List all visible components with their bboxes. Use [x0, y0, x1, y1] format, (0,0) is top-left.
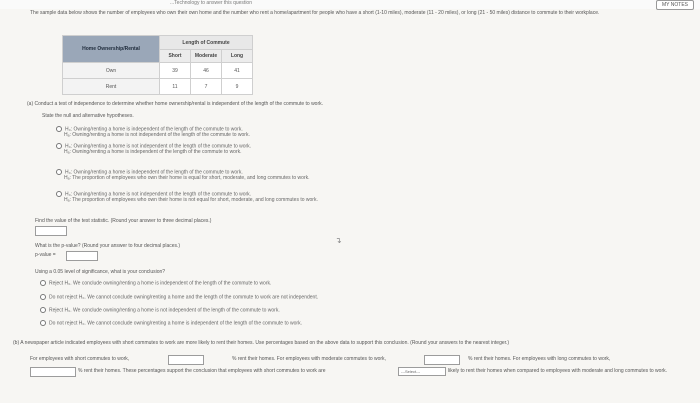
- hypothesis-option-1[interactable]: H₀: Owning/renting a home is independent of the length of the commute to work. Hₐ: Owning/renting a home is not independent of the length of the commute to work.: [56, 126, 250, 138]
- conclusion-option-2[interactable]: Do not reject H₀. We cannot conclude owning/renting a home and the length of the commute to work are not independent.: [40, 294, 318, 300]
- part-b-prompt: (b) A newspaper article indicated employees with short commutes to work are more likely to rent their homes. Use percentages based on the above data to support this conclusion. (Round your answers to the nearest integer.): [13, 340, 510, 346]
- conclusion-option-3[interactable]: Reject H₀. We conclude owning/renting a home is not independent of the length of the commute to work.: [40, 307, 280, 313]
- hypotheses-prompt: State the null and alternative hypotheses.: [42, 113, 134, 119]
- short-post-text: % rent their homes. For employees with moderate commutes to work,: [232, 356, 386, 362]
- test-statistic-input[interactable]: [35, 226, 67, 236]
- table-cell: 46: [191, 63, 222, 79]
- table-corner-header: Home Ownership/Rental: [63, 36, 160, 63]
- row-label-own: Own: [63, 63, 160, 79]
- col-header-short: Short: [160, 50, 191, 63]
- radio-icon[interactable]: [56, 169, 62, 175]
- hypothesis-option-3[interactable]: H₀: Owning/renting a home is independent of the length of the commute to work. Hₐ: The proportion of employees who own their home is equal for short, moderate, and long commutes to work.: [56, 169, 310, 181]
- short-rent-percent-input[interactable]: [168, 355, 204, 365]
- question-title: ...Technology to answer this question: [170, 0, 252, 6]
- table-cell: 9: [222, 79, 253, 95]
- long-post-text: % rent their homes. These percentages support the conclusion that employees with short commutes to work are: [78, 368, 326, 374]
- conclusion-option-1[interactable]: Reject H₀. We conclude owning/renting a home is independent of the length of the commute to work.: [40, 280, 271, 286]
- radio-icon[interactable]: [56, 143, 62, 149]
- radio-icon[interactable]: [40, 307, 46, 313]
- table-cell: 11: [160, 79, 191, 95]
- conclusion-option-4[interactable]: Do not reject H₀. We cannot conclude owning/renting a home is independent of the length of the commute to work.: [40, 320, 302, 326]
- moderate-post-text: % rent their homes. For employees with long commutes to work,: [468, 356, 611, 362]
- short-commute-text: For employees with short commutes to work,: [30, 356, 130, 362]
- table-group-header: Length of Commute: [160, 36, 253, 50]
- col-header-moderate: Moderate: [191, 50, 222, 63]
- hypothesis-option-4[interactable]: H₀: Owning/renting a home is not independent of the length of the commute to work. Hₐ: The proportion of employees who own their home is not equal for short, moderate, and long commutes to work.: [56, 191, 318, 203]
- radio-icon[interactable]: [40, 320, 46, 326]
- table-row: [63, 79, 253, 95]
- top-bar: [0, 0, 700, 9]
- table-cell: 41: [222, 63, 253, 79]
- test-statistic-prompt: Find the value of the test statistic. (Round your answer to three decimal places.): [35, 218, 212, 224]
- part-a-prompt: (a) Conduct a test of independence to determine whether home ownership/rental is independent of the length of the commute to work.: [27, 101, 324, 107]
- table-cell: 7: [191, 79, 222, 95]
- p-value-input[interactable]: [66, 251, 98, 261]
- table-cell: 39: [160, 63, 191, 79]
- tail-text: likely to rent their homes when compared to employees with moderate and long commutes to work.: [448, 368, 667, 374]
- p-value-prompt: What is the p-value? (Round your answer to four decimal places.): [35, 243, 181, 249]
- hypothesis-option-2[interactable]: H₀: Owning/renting a home is not independent of the length of the commute to work. Hₐ: Owning/renting a home is independent of the length of the commute to work.: [56, 143, 251, 155]
- radio-icon[interactable]: [40, 294, 46, 300]
- mouse-cursor-icon: ↴: [335, 236, 342, 245]
- radio-icon[interactable]: [40, 280, 46, 286]
- radio-icon[interactable]: [56, 126, 62, 132]
- table-row: [63, 63, 253, 79]
- data-table: [62, 35, 253, 95]
- long-rent-percent-input[interactable]: [30, 367, 76, 377]
- col-header-long: Long: [222, 50, 253, 63]
- p-value-label: p-value =: [35, 252, 56, 258]
- moderate-rent-percent-input[interactable]: [424, 355, 460, 365]
- intro-text: The sample data below shows the number of employees who own their own home and the number who rent a home/apartment for people who have a short (1-10 miles), moderate (11 - 20 miles), or long (21 - 50 miles) distance to commute to their workplace.: [30, 10, 600, 16]
- conclusion-prompt: Using a 0.05 level of significance, what is your conclusion?: [35, 269, 166, 275]
- row-label-rent: Rent: [63, 79, 160, 95]
- my-notes-button[interactable]: MY NOTES: [656, 0, 694, 10]
- likelihood-select[interactable]: ---Select---: [398, 367, 446, 376]
- radio-icon[interactable]: [56, 191, 62, 197]
